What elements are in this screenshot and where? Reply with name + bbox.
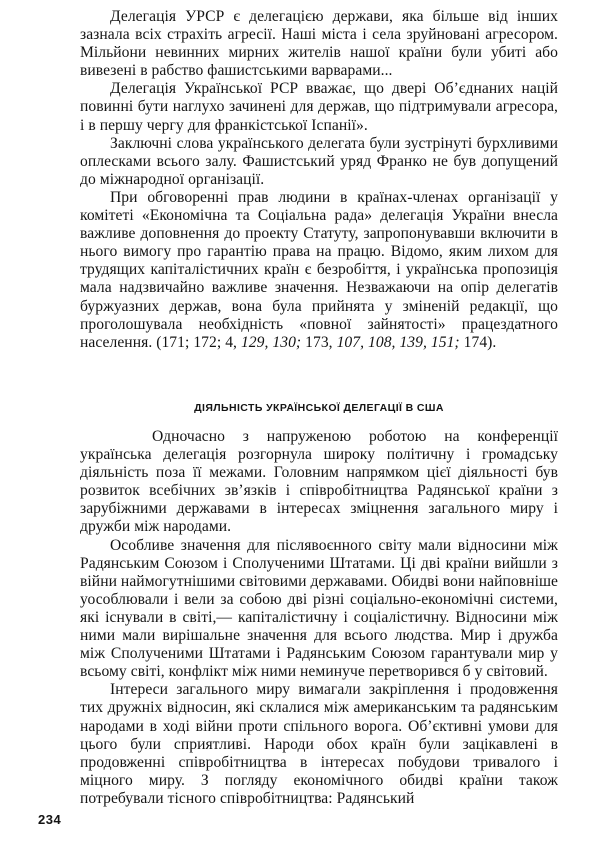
paragraph-with-citations: При обговоренні прав людини в країнах-членах організації у комітеті «Економічна та Соціальна рада» делегація України внесла важливе доповнення до проекту Статуту, запропонувавши включити в нього вимогу про гарантію права на працю. Відомо, яким лихом для трудящих капіталістичних країн є безробіття, і українська пропозиція мала надзвичайно важливе значення. Незважаючи на опір делегатів буржуазних держав, вона була прийнята у зміненій редакції, що проголошувала необхідність «повної зайнятості» працездатного населення. (171; 172; 4, 129, 130; 173, 107, 108, 139, 151; 174). (80, 188, 558, 351)
paragraph: Інтереси загального миру вимагали закріплення і продовження тих дружніх відносин, які склалися між американським та радянським народами в ході війни проти спільного ворога. Об’єктивні умови для цього були сприятливі. Народи обох країн були зацікавлені в продовженні співробітництва в інтересах побудови тривалого і міцного миру. З погляду економічного обидві країни також потребували тісного співробітництва: Радянський (80, 681, 558, 807)
paragraph: Одночасно з напруженою роботою на конференції українська делегація розгорнула широку політичну і громадську діяльність поза її межами. Головним напрямком цієї діяльності був розвиток всебічних зв’язків і співробітництва Радянської країни з зарубіжними державами в інтересах зміцнення загального миру і дружби між народами. (80, 428, 558, 536)
section-heading: ДІЯЛЬНІСТЬ УКРАЇНСЬКОЇ ДЕЛЕГАЦІЇ В США (194, 402, 444, 414)
paragraph: Делегація УРСР є делегацією держави, яка більше від інших зазнала всіх страхіть агресії. Наші міста і села зруйновані агресором. Мільйони невинних мирних жителів нашої країни були убиті або вивезені в рабство фашистськими варварами... (80, 8, 558, 80)
text-block-bottom (80, 428, 558, 808)
page-number: 234 (38, 812, 62, 827)
paragraph: Делегація Української РСР вважає, що двері Об’єднаних націй повинні бути наглухо зачинені для держав, що підтримували агресора, і в першу чергу для франкістської Іспанії». (80, 80, 558, 134)
paragraph: Особливе значення для післявоєнного світу мали відносини між Радянським Союзом і Сполученими Штатами. Ці дві країни вийшли з війни наймогутнішими світовими державами. Обидві вони найповніше уособлювали і вели за собою дві різні соціально-економічні системи, які існували в світі,— капіталістичну і соціалістичну. Відносини між ними мали вирішальне значення для всього людства. Мир і дружба між Сполученими Штатами і Радянським Союзом гарантували мир у всьому світі, конфлікт між ними неминуче перетворився б у світовий. (80, 536, 558, 681)
citation-italic: 107, 108, 139, 151; (336, 333, 460, 351)
text-block-top (80, 8, 558, 352)
citation-italic: 129, 130; (240, 333, 302, 351)
paragraph: Заключні слова українського делегата були зустрінуті бурхливими оплесками всього залу. Фашистський уряд Франко не був допущений до міжнародної організації. (80, 134, 558, 188)
